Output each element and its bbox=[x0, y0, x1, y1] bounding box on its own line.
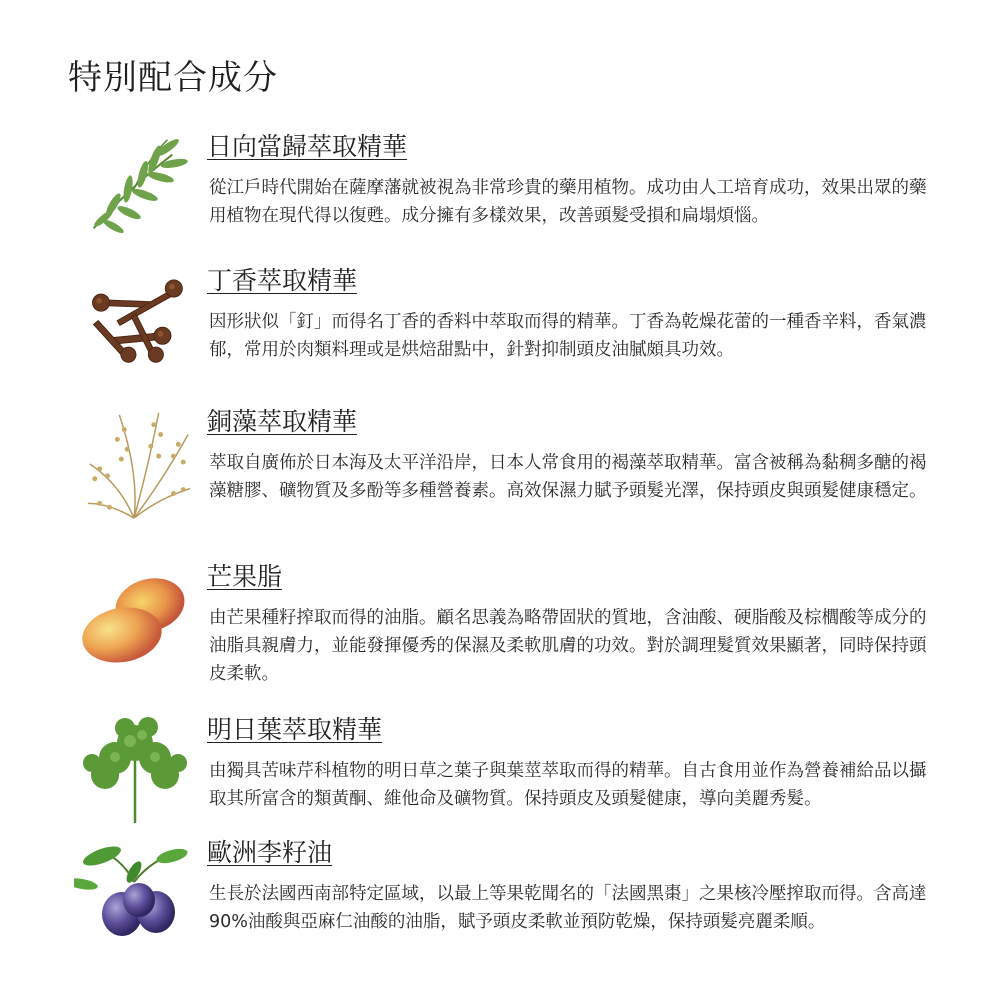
ingredient-name: 丁香萃取精華 bbox=[207, 266, 358, 295]
ingredient-description: 生長於法國西南部特定區域，以最上等果乾聞名的「法國黑棗」之果核冷壓搾取而得。含高達90%油酸與亞麻仁油酸的油脂，賦予頭皮柔軟並預防乾燥，保持頭髮亮麗柔順。 bbox=[209, 884, 927, 932]
seaweed-icon bbox=[80, 405, 198, 523]
ingredient-description: 因形狀似「釘」而得名丁香的香料中萃取而得的精華。丁香為乾燥花蕾的一種香辛料，香氣濃郁，常用於肉類料理或是烘焙甜點中，針對抑制頭皮油膩頗具功效。 bbox=[209, 312, 927, 360]
ingredient-description: 由芒果種籽搾取而得的油脂。顧名思義為略帶固狀的質地，含油酸、硬脂酸及棕櫚酸等成分的油脂具親膚力，並能發揮優秀的保濕及柔軟肌膚的功效。對於調理髮質效果顯著，同時保持頭皮柔軟。 bbox=[209, 608, 927, 684]
ingredient-name: 芒果脂 bbox=[207, 562, 283, 591]
plum-icon bbox=[74, 842, 190, 942]
ingredient-name: 日向當歸萃取精華 bbox=[207, 132, 408, 161]
ingredient-name: 銅藻萃取精華 bbox=[207, 407, 358, 436]
page-title: 特別配合成分 bbox=[68, 58, 278, 98]
mango-icon bbox=[80, 570, 190, 670]
ingredient-description: 從江戶時代開始在薩摩藩就被視為非常珍貴的藥用植物。成功由人工培育成功，效果出眾的藥用植物在現代得以復甦。成分擁有多樣效果，改善頭髮受損和扁塌煩惱。 bbox=[209, 178, 927, 226]
clove-icon bbox=[84, 262, 188, 366]
ashitaba-leaf-icon bbox=[80, 713, 190, 825]
ingredient-description: 萃取自廣佈於日本海及太平洋沿岸，日本人常食用的褐藻萃取精華。富含被稱為黏稠多醣的褐藻糖膠、礦物質及多酚等多種營養素。高效保濕力賦予頭髮光澤，保持頭皮與頭髮健康穩定。 bbox=[209, 453, 927, 501]
ingredient-name: 歐洲李籽油 bbox=[207, 838, 333, 867]
angelica-leaf-icon bbox=[74, 130, 192, 248]
ingredient-description: 由獨具苦味芹科植物的明日草之葉子與葉莖萃取而得的精華。自古食用並作為營養補給品以攝取其所富含的類黃酮、維他命及礦物質。保持頭皮及頭髮健康，導向美麗秀髮。 bbox=[209, 761, 927, 809]
ingredient-name: 明日葉萃取精華 bbox=[207, 715, 383, 744]
